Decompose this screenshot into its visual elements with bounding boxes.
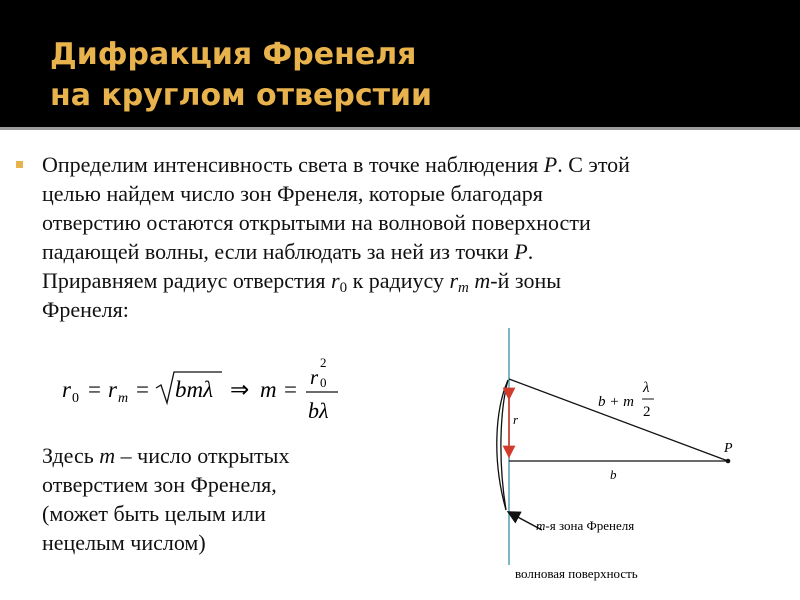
note-line-2: отверстием зон Френеля, [42, 472, 277, 497]
formula-num-sup: 2 [320, 355, 327, 370]
text: -й зоны [490, 268, 561, 293]
point-p: P [543, 152, 558, 177]
text: падающей волны, если наблюдать за ней из точки [42, 239, 515, 264]
zone-text: -я зона Френеля [545, 518, 635, 533]
var-m: m [474, 268, 491, 293]
formula-sub0: 0 [72, 391, 79, 406]
radius-formula [40, 352, 360, 432]
text: к радиусу [347, 268, 450, 293]
text: . [527, 239, 534, 264]
para-line-5 [42, 266, 782, 295]
title-divider [0, 127, 800, 130]
formula-num-r: r [310, 365, 319, 389]
formula-r0: r [62, 377, 71, 402]
formula-implies: ⇒ [230, 377, 250, 402]
label-lambda: λ [643, 380, 650, 396]
note-line-1 [42, 441, 362, 470]
formula-equals: = [136, 377, 149, 402]
zone-label [536, 518, 634, 533]
note-line-3: (может быть целым или [42, 501, 266, 526]
label-b: b [610, 467, 617, 482]
slide-title [50, 34, 432, 116]
subscript: 0 [339, 280, 348, 296]
var-r0: r [331, 268, 340, 293]
text: – число открытых [115, 443, 290, 468]
zone-m: m [536, 518, 546, 533]
para-line-3: отверстию остаются открытыми на волновой поверхности [42, 210, 591, 235]
formula-sqrt-body: bmλ [175, 377, 214, 402]
title-line-1: Дифракция Френеля [50, 37, 417, 72]
formula-equals: = [284, 377, 297, 402]
para-line-6: Френеля: [42, 297, 129, 322]
zone-arc-outer [497, 380, 508, 510]
label-r: r [513, 412, 519, 427]
fresnel-diagram [470, 320, 770, 590]
para-line-2: целью найдем число зон Френеля, которые благодаря [42, 181, 543, 206]
label-p: P [724, 441, 733, 456]
wave-surface-label: волновая поверхность [515, 566, 638, 581]
subscript: m [458, 280, 469, 296]
formula-rm: r [108, 377, 117, 402]
text: Здесь [42, 443, 100, 468]
para-line-1 [42, 150, 782, 179]
label-b-plus-m: b + m [598, 394, 634, 410]
point-p-dot [726, 459, 731, 464]
point-p: P [514, 239, 528, 264]
formula-m: m [260, 377, 277, 402]
formula-den: bλ [308, 398, 329, 423]
note-paragraph [42, 441, 362, 557]
text: Определим интенсивность света в точке наблюдения [42, 152, 544, 177]
text: Приравняем радиус отверстия [42, 268, 332, 293]
bullet-icon [16, 161, 23, 168]
var-m: m [99, 443, 116, 468]
title-line-2: на круглом отверстии [50, 78, 433, 113]
text: . С этой [557, 152, 630, 177]
formula-subm: m [118, 391, 129, 406]
para-line-4 [42, 237, 782, 266]
title-bar [0, 0, 800, 127]
var-rm: r [449, 268, 459, 293]
main-paragraph [42, 150, 782, 324]
formula-equals: = [88, 377, 101, 402]
hypotenuse-line [509, 379, 728, 461]
label-two: 2 [643, 404, 651, 420]
formula-num-sub: 0 [320, 375, 327, 390]
note-line-4: нецелым числом) [42, 530, 206, 555]
